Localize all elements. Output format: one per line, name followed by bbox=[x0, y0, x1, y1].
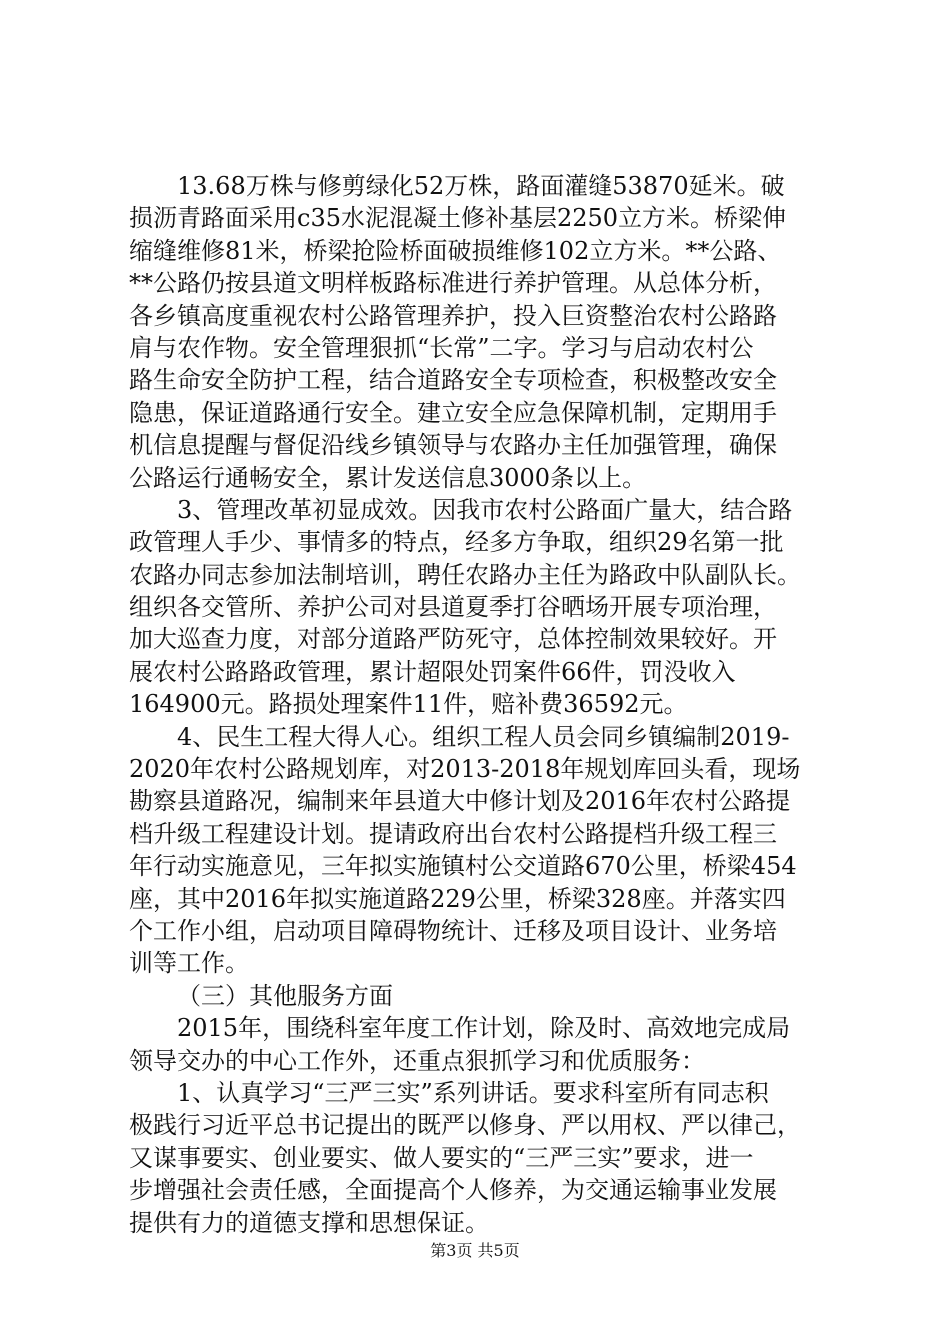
page-number: 第3页 共5页 bbox=[430, 1241, 520, 1260]
text-line: 2015年，围绕科室年度工作计划，除及时、高效地完成局 bbox=[177, 1014, 791, 1043]
text-line: 领导交办的中心工作外，还重点狠抓学习和优质服务： bbox=[129, 1046, 705, 1075]
text-line: **公路仍按县道文明样板路标准进行养护管理。从总体分析， bbox=[129, 269, 777, 298]
text-line: 缩缝维修81米，桥梁抢险桥面破损维修102立方米。**公路、 bbox=[129, 236, 782, 265]
text-line: 1、认真学习“三严三实”系列讲话。要求科室所有同志积 bbox=[177, 1078, 769, 1107]
text-line: 公路运行通畅安全，累计发送信息3000条以上。 bbox=[129, 463, 647, 492]
text-line: 各乡镇高度重视农村公路管理养护，投入巨资整治农村公路路 bbox=[129, 301, 777, 330]
text-line: 展农村公路路政管理，累计超限处罚案件66件，罚没收入 bbox=[129, 657, 736, 686]
text-line: 又谋事要实、创业要实、做人要实的“三严三实”要求，进一 bbox=[129, 1143, 754, 1172]
text-line: 座，其中2016年拟实施道路229公里，桥梁328座。并落实四 bbox=[129, 884, 786, 913]
text-line: 2020年农村公路规划库，对2013-2018年规划库回头看，现场 bbox=[129, 755, 801, 784]
text-line: 路生命安全防护工程，结合道路安全专项检查，积极整改安全 bbox=[129, 366, 777, 395]
text-line: 3、管理改革初显成效。因我市农村公路面广量大，结合路 bbox=[177, 495, 793, 524]
text-line: 政管理人手少、事情多的特点，经多方争取，组织29名第一批 bbox=[129, 528, 784, 557]
text-line: 极践行习近平总书记提出的既严以修身、严以用权、严以律己， bbox=[129, 1111, 801, 1140]
text-line: 加大巡查力度，对部分道路严防死守，总体控制效果较好。开 bbox=[129, 625, 777, 654]
text-line: 勘察县道路况，编制来年县道大中修计划及2016年农村公路提 bbox=[129, 787, 791, 816]
text-line: 组织各交管所、养护公司对县道夏季打谷晒场开展专项治理， bbox=[129, 593, 777, 622]
document-body bbox=[129, 170, 834, 1239]
text-line: 164900元。路损处理案件11件，赔补费36592元。 bbox=[129, 690, 688, 719]
section-heading: （三）其他服务方面 bbox=[177, 981, 393, 1010]
text-line: 损沥青路面采用c35水泥混凝土修补基层2250立方米。桥梁伸 bbox=[129, 204, 787, 233]
text-line: 4、民生工程大得人心。组织工程人员会同乡镇编制2019- bbox=[177, 722, 790, 751]
text-line: 档升级工程建设计划。提请政府出台农村公路提档升级工程三 bbox=[129, 819, 777, 848]
text-line: 个工作小组，启动项目障碍物统计、迁移及项目设计、业务培 bbox=[129, 916, 777, 945]
text-line: 13.68万株与修剪绿化52万株，路面灌缝53870延米。破 bbox=[177, 172, 785, 200]
text-line: 农路办同志参加法制培训，聘任农路办主任为路政中队副队长。 bbox=[129, 560, 801, 589]
text-line: 训等工作。 bbox=[129, 949, 249, 978]
text-line: 隐患，保证道路通行安全。建立安全应急保障机制，定期用手 bbox=[129, 398, 777, 427]
text-line: 步增强社会责任感，全面提高个人修养，为交通运输事业发展 bbox=[129, 1176, 777, 1205]
text-line: 机信息提醒与督促沿线乡镇领导与农路办主任加强管理，确保 bbox=[129, 431, 777, 460]
text-line: 肩与农作物。安全管理狠抓“长常”二字。学习与启动农村公 bbox=[129, 333, 754, 362]
text-line: 年行动实施意见，三年拟实施镇村公交道路670公里，桥梁454 bbox=[129, 852, 797, 881]
text-line: 提供有力的道德支撑和思想保证。 bbox=[129, 1208, 489, 1237]
